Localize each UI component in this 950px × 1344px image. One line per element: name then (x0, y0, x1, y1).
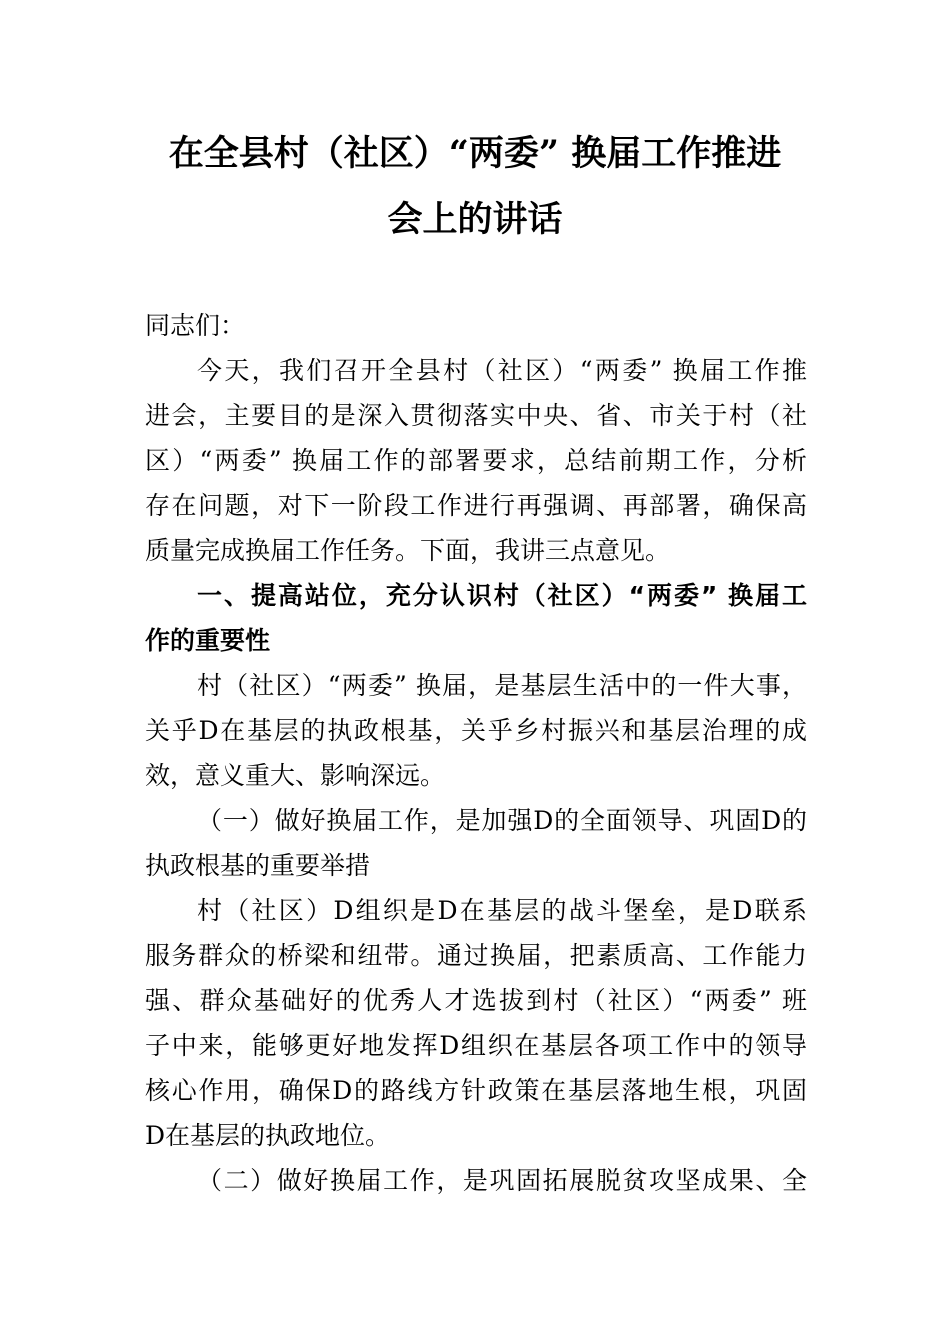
subsection-heading (145, 798, 807, 888)
text-line: D在基层的执政地位。 (145, 1121, 391, 1150)
document-title-line-1: 在全县村（社区）“两委” 换届工作推进 (168, 133, 782, 174)
text-line: （一）做好换届工作，是加强D的全面领导、巩固D的 (197, 806, 807, 835)
text-line: 强、群众基础好的优秀人才选拔到村（社区）“两委” 班 (145, 986, 807, 1015)
text-line: 质量完成换届工作任务。下面，我讲三点意见。 (145, 536, 671, 565)
text-line: 关乎D在基层的执政根基，关乎乡村振兴和基层治理的成 (145, 716, 807, 745)
text-line: 核心作用，确保D的路线方针政策在基层落地生根，巩固 (145, 1076, 807, 1105)
text-line: 村（社区）“两委” 换届，是基层生活中的一件大事， (197, 671, 807, 700)
text-line: 存在问题，对下一阶段工作进行再强调、再部署，确保高 (145, 491, 807, 520)
paragraph (145, 348, 807, 573)
subsection-heading (145, 1158, 807, 1203)
section-heading (145, 573, 807, 663)
text-line: 一、提高站位，充分认识村（社区）“两委” 换届工 (197, 581, 807, 610)
text-line: 进会，主要目的是深入贯彻落实中央、省、市关于村（社 (145, 401, 807, 430)
text-line: 效，意义重大、影响深远。 (145, 761, 446, 790)
text-line: 服务群众的桥梁和纽带。通过换届，把素质高、工作能力 (145, 941, 807, 970)
paragraph (145, 663, 807, 798)
text-line: 执政根基的重要举措 (145, 851, 371, 880)
text-line: 作的重要性 (145, 626, 271, 655)
text-line: （二）做好换届工作，是巩固拓展脱贫攻坚成果、全 (197, 1166, 807, 1195)
text-line: 区）“两委” 换届工作的部署要求，总结前期工作，分析 (145, 446, 807, 475)
salutation: 同志们： (145, 311, 246, 340)
text-line: 今天，我们召开全县村（社区）“两委” 换届工作推 (197, 356, 807, 385)
text-line: 村（社区）D组织是D在基层的战斗堡垒，是D联系 (197, 896, 807, 925)
paragraph (145, 888, 807, 1158)
text-line: 子中来，能够更好地发挥D组织在基层各项工作中的领导 (145, 1031, 807, 1060)
document-title-line-2: 会上的讲话 (387, 199, 563, 240)
document-body (145, 303, 807, 1203)
